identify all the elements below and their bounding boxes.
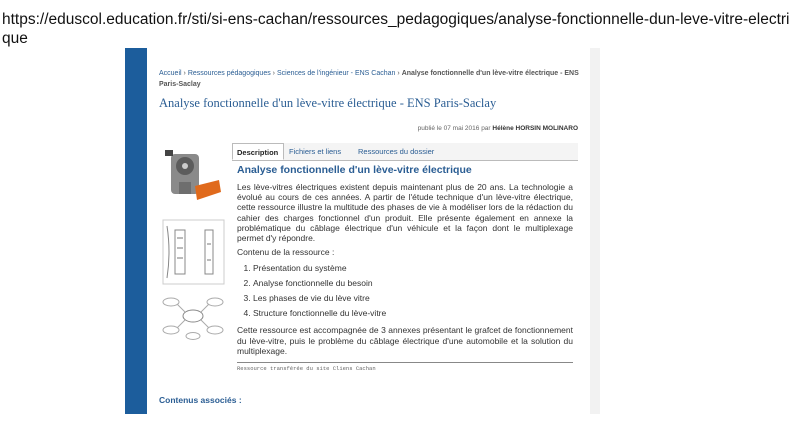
author-link[interactable]: Hélène HORSIN MOLINARO — [492, 125, 578, 132]
list-title: Contenu de la ressource : — [237, 247, 335, 258]
motor-image[interactable] — [161, 146, 226, 224]
breadcrumb — [159, 68, 584, 90]
motor-axle — [182, 163, 188, 169]
schematic-frame — [163, 220, 224, 284]
resource-tabs — [232, 143, 578, 161]
list-item: 3. Les phases de vie du lève vitre — [253, 291, 573, 306]
published-info — [418, 125, 578, 132]
diagram-node — [207, 326, 223, 334]
content-heading: Analyse fonctionnelle d'un lève-vitre électrique — [237, 164, 472, 176]
motor-base — [179, 182, 191, 194]
breadcrumb-separator: › — [183, 70, 186, 77]
breadcrumb-home[interactable]: Accueil — [159, 70, 182, 77]
published-prefix: publié le 07 mai 2016 par — [417, 125, 491, 132]
motor-connector — [165, 150, 173, 156]
diagram-node-center — [183, 310, 203, 322]
intro-paragraph: Les lève-vitres électriques existent depuis maintenant plus de 20 ans. La technologie a évolué au cours de ces années. A partir de l'étude technique d'un lève-vitre électrique, cette ressource illustre la multitude des phases de vie à modéliser lors de la rédaction du cahier des charges fonctionnel d'un produit. Elle présente également en annexe la problématique du câblage électrique d'un véhicule et la façon dont le multiplexage permet d'y répondre. — [237, 182, 573, 244]
list-item: 2. Analyse fonctionnelle du besoin — [253, 276, 573, 291]
function-diagram-image[interactable] — [161, 292, 226, 342]
left-sidebar-band — [125, 48, 147, 414]
related-content-heading: Contenus associés : — [159, 395, 242, 405]
page-title: Analyse fonctionnelle d'un lève-vitre électrique - ENS Paris-Saclay — [159, 96, 497, 110]
tab-description[interactable]: Description — [232, 143, 284, 160]
contents-list — [237, 261, 573, 321]
diagram-link — [201, 320, 209, 328]
diagram-link — [201, 304, 209, 312]
tab-files-links[interactable]: Fichiers et liens — [289, 147, 342, 156]
outro-paragraph: Cette ressource est accompagnée de 3 annexes présentant le grafcet de fonctionnement du lève-vitre, puis le problème du câblage électrique d'une automobile et la solution du multiplexage. — [237, 325, 573, 356]
right-margin-strip — [590, 48, 600, 414]
breadcrumb-separator: › — [397, 70, 400, 77]
description-panel — [237, 164, 573, 372]
tab-dossier-resources[interactable]: Ressources du dossier — [358, 147, 435, 156]
webpage-screenshot — [147, 48, 590, 414]
page-url-heading: https://eduscol.education.fr/sti/si-ens-cachan/ressources_pedagogiques/analyse-fonctionnelle-dun-leve-vitre-electrique — [2, 11, 790, 47]
diagram-node — [163, 298, 179, 306]
transfer-note: Ressource transférée du site Cliens Cachan — [237, 365, 376, 373]
diagram-link — [177, 320, 185, 328]
list-item: 4. Structure fonctionnelle du lève-vitre — [253, 306, 573, 321]
diagram-node — [186, 333, 200, 340]
diagram-node — [163, 326, 179, 334]
list-item: 1. Présentation du système — [253, 261, 573, 276]
schematic-image[interactable] — [161, 218, 226, 286]
diagram-node — [207, 298, 223, 306]
breadcrumb-si-ens-cachan[interactable]: Sciences de l'ingénieur - ENS Cachan — [276, 70, 396, 77]
breadcrumb-current: Analyse fonctionnelle d'un lève-vitre électrique - ENS Paris-Saclay — [159, 70, 579, 88]
breadcrumb-ressources[interactable]: Ressources pédagogiques — [187, 70, 271, 77]
divider — [237, 362, 573, 363]
breadcrumb-separator: › — [272, 70, 276, 77]
diagram-link — [177, 304, 185, 312]
